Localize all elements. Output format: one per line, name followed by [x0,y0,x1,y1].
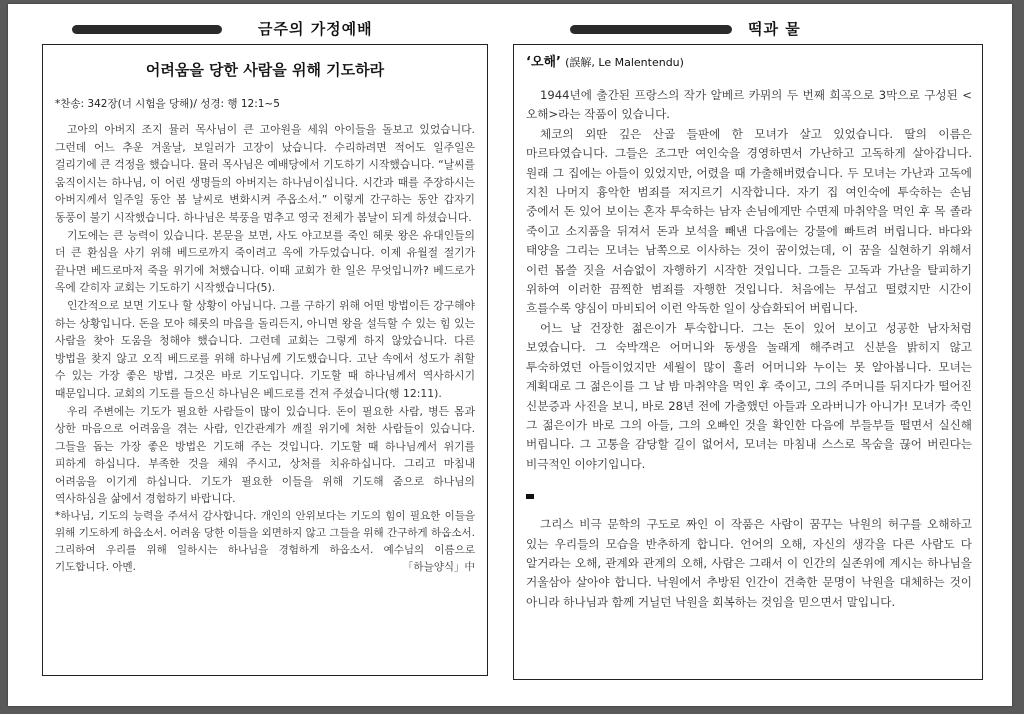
right-header-title: 떡과 물 [748,20,801,38]
left-header-bar [72,25,222,34]
hymn-and-scripture: *찬송: 342장(너 시험을 당해)/ 성경: 행 12:1~5 [55,98,280,110]
paragraph: 인간적으로 보면 기도나 할 상황이 아닙니다. 그를 구하기 위해 어떤 방법이든 강구해야 하는 상황입니다. 돈을 모아 헤롯의 마음을 돌리든지, 아니면 왕을 설득할 수 있는 힘 있는 사람을 찾아 도움을 청해야 했습니다. 그런데 교회는 그렇게 하지 않았습니다. 다른 방법을 찾지 않고 오직 베드로를 위해 하나님께 기도했습니다. 고난 속에서 성도가 취할 수 있는 가장 좋은 방법, 그것은 바로 기도입니다. 기도할 때 하나님께서 역사하시기 때문입니다. 교회의 기도를 들으신 하나님은 베드로를 건져 주셨습니다(행 12:11). [55,298,475,400]
right-section-header [560,18,980,44]
paragraph: 체코의 외딴 깊은 산골 들판에 한 모녀가 살고 있었습니다. 딸의 이름은 마르타였습니다. 그들은 조그만 여인숙을 경영하면서 가난하고 고독하게 살아갑니다. 원래 그 집에는 아들이 있었지만, 어렸을 때 가출해버렸습니다. 두 모녀는 가난과 고독에 지친 나머지 흉악한 범죄를 저지르기 시작합니다. 자기 집 여인숙에 투숙하는 손님 중에서 돈 있어 보이는 혼자 투숙하는 남자 손님에게만 수면제 마취약을 먹인 후 목 졸라 죽이고 소지품을 뒤져서 돈과 보석을 빼낸 다음에는 강물에 빠트려 버립니다. 바다와 태양을 그리는 모녀는 남쪽으로 이사하는 것이 꿈이었는데, 이 꿈을 실현하기 위해서 이런 몹쓸 짓을 서슴없이 자행하기 시작한 것입니다. 그들은 고독과 가난을 탈피하기 위하여 이러한 끔찍한 범죄를 자행한 것입니다. 처음에는 무섭고 떨렸지만 시간이 흐를수록 양심이 마비되어 이런 악독한 일이 상습화되어 버립니다. [526,126,972,316]
left-section-header [72,18,452,44]
left-header-title: 금주의 가정예배 [258,20,373,38]
paragraph: 그리스 비극 문학의 구도로 짜인 이 작품은 사람이 꿈꾸는 낙원의 허구를 오해하고 있는 우리들의 모습을 반추하게 합니다. 언어의 오해, 자신의 생각을 다른 사람도 다 알거라는 오해, 관계와 관계의 오해, 사람은 그래서 이 인간의 실존위에 계시는 하나님을 거울삼아 살아야 합니다. 낙원에서 추방된 인간이 건축한 문명이 낙원을 대체하는 것이 아니라 하나님과 함께 거닐던 낙원을 회복하는 것임을 믿으면서 말입니다. [526,517,972,609]
prayer-block [55,508,475,576]
paragraph: 기도에는 큰 능력이 있습니다. 본문을 보면, 사도 야고보를 죽인 헤롯 왕은 유대인들의 더 큰 환심을 사기 위해 베드로까지 죽이려고 옥에 가두었습니다. 이제 유월절 절기가 끝나면 베드로마저 죽을 위기에 처했습니다. 이때 교회가 한 일은 무엇입니까? 베드로가 옥에 갇히자 교회는 기도하기 시작했습니다(5). [55,228,475,295]
bread-and-water-column [513,44,983,680]
prayer-text: *하나님, 기도의 능력을 주셔서 감사합니다. 개인의 안위보다는 기도의 힘이 필요한 이들을 위해 기도하게 하옵소서. 어려움 당한 이들을 외면하지 않고 그들을 위해 간구하게 하옵소서. 그리하여 우리를 위해 일하시는 하나님을 경험하게 하옵소서. 예수님의 이름으로 기도합니다. 아멘. [55,510,475,574]
subtitle-main: ‘오해’ [526,55,561,70]
paragraph: 고아의 아버지 조지 뮬러 목사님이 큰 고아원을 세워 아이들을 돌보고 있었습니다. 그런데 어느 추운 겨울날, 보일러가 고장이 났습니다. 수리하려면 적어도 일주일은 걸리기에 큰 걱정을 했습니다. 뮬러 목사님은 예배당에서 기도하기 시작했습니다. “날씨를 움직이시는 하나님, 이 어린 생명들의 아버지는 하나님이십니다. 시간과 때를 주장하시는 아버지께서 일주일 동안 봄 날씨로 변화시켜 주옵소서.” 이렇게 간구하는 동안 갑자기 동풍이 불기 시작했습니다. 하나님은 북풍을 멈추고 영국 전체가 봄날이 되게 하셨습니다. [55,123,475,224]
section-divider-mark [526,494,534,499]
source-credit: 「하늘양식」中 [399,559,475,574]
family-worship-article [42,44,488,676]
subtitle-note: (誤解, Le Malentendu) [565,56,684,69]
column-subtitle [526,51,972,70]
paragraph: 우리 주변에는 기도가 필요한 사람들이 많이 있습니다. 돈이 필요한 사람, 병든 몸과 상한 마음으로 어려움을 겪는 사람, 인간관계가 깨질 위기에 처한 사람들이 있습니다. 그들을 돕는 가장 좋은 방법은 기도해 주는 것입니다. 기도할 때 하나님께서 위기를 피하게 하십니다. 부족한 것을 채워 주시고, 상처를 치유하십니다. 그리고 마침내 어려움을 이기게 하십니다. 기도가 필요한 이들을 위해 기도해 줌으로 하나님의 역사하심을 삶에서 경험하기 바랍니다. [55,404,475,506]
article-title: 어려움을 당한 사람을 위해 기도하라 [145,61,385,79]
paragraph: 1944년에 출간된 프랑스의 작가 알베르 카뮈의 두 번째 희곡으로 3막으로 구성된 <오해>라는 작품이 있습니다. [526,88,972,122]
paragraph: 어느 날 건장한 젊은이가 투숙합니다. 그는 돈이 있어 보이고 성공한 남자처럼 보였습니다. 그 숙박객은 어머니와 동생을 놀래게 해주려고 신분을 밝히지 않고 투숙하였던 아들이었지만 세월이 많이 흘러 어머니와 누이는 못 알아봅니다. 모녀는 계획대로 그 젊은이를 그 날 밤 마취약을 먹인 후 죽이고, 그의 주머니를 뒤지다가 떨어진 신분증과 사진을 보니, 바로 28년 전에 가출했던 아들과 오라버니가 아니가! 모녀가 죽인 그 젊은이가 바로 그의 아들, 그의 오빠인 것을 확인한 다음에 부들부들 떨면서 실신해 버립니다. 그 고통을 감당할 길이 없어서, 모녀는 마침내 스스로 목숨을 끊어 버린다는 비극적인 이야기입니다. [526,320,973,471]
right-header-bar [570,25,732,34]
